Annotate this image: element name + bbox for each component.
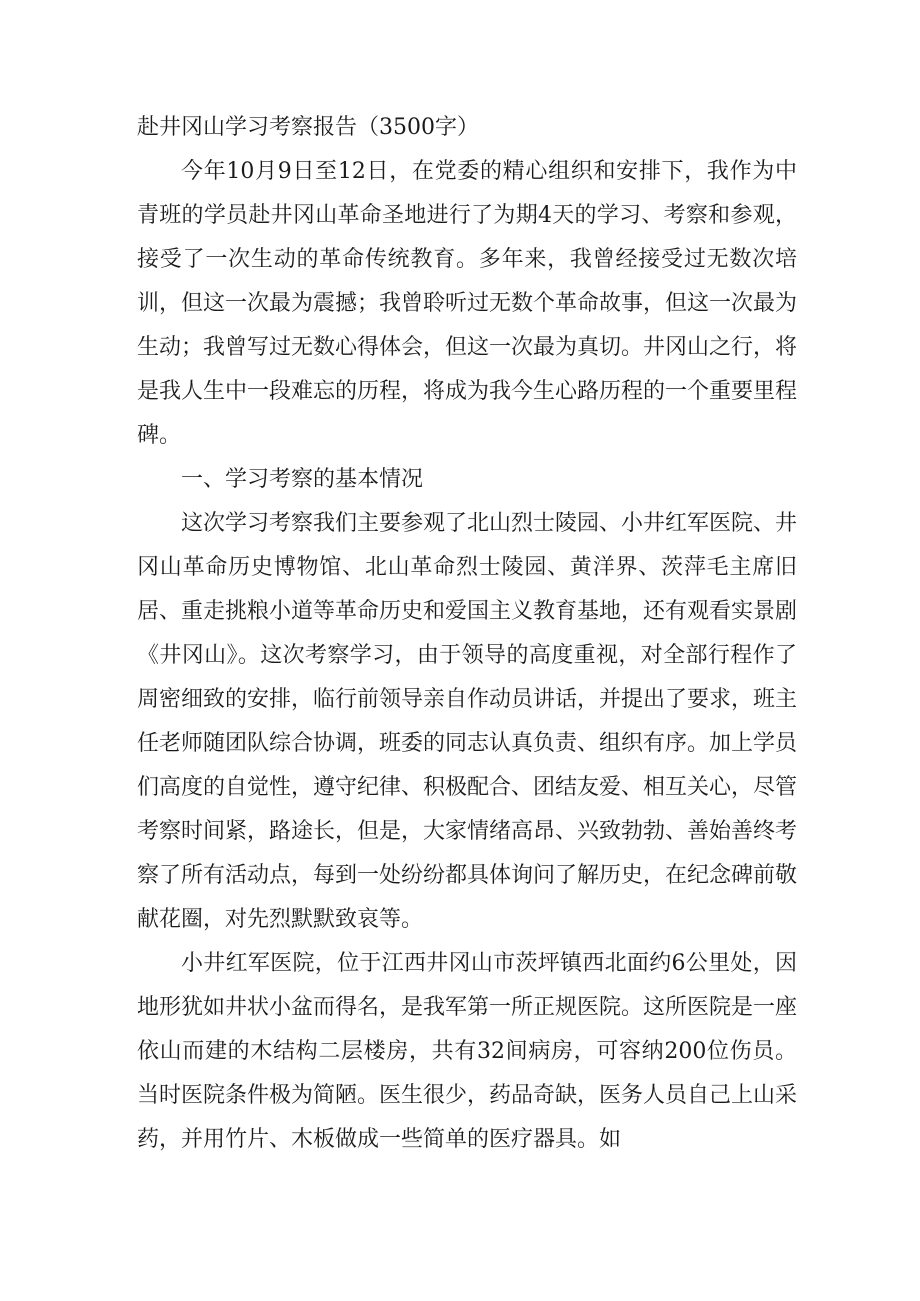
section-heading: 一、学习考察的基本情况	[181, 467, 424, 492]
document-body	[137, 106, 797, 1162]
paragraph-intro: 今年10月9日至12日，在党委的精心组织和安排下，我作为中青班的学员赴井冈山革命圣地进行了为期4天的学习、考察和参观，接受了一次生动的革命传统教育。多年来，我曾经接受过无数次培训，但这一次最为震撼；我曾聆听过无数个革命故事，但这一次最为生动；我曾写过无数心得体会，但这一次最为真切。井冈山之行，将是我人生中一段难忘的历程，将成为我今生心路历程的一个重要里程碑。	[137, 159, 798, 448]
paragraph-itinerary: 这次学习考察我们主要参观了北山烈士陵园、小井红军医院、井冈山革命历史博物馆、北山革命烈士陵园、黄洋界、茨萍毛主席旧居、重走挑粮小道等革命历史和爱国主义教育基地，还有观看实景剧《井冈山》。这次考察学习，由于领导的高度重视，对全部行程作了周密细致的安排，临行前领导亲自作动员讲话，并提出了要求，班主任老师随团队综合协调，班委的同志认真负责、组织有序。加上学员们高度的自觉性，遵守纪律、积极配合、团结友爱、相互关心，尽管考察时间紧，路途长，但是，大家情绪高昂、兴致勃勃、善始善终考察了所有活动点，每到一处纷纷都具体询问了解历史，在纪念碑前敬献花圈，对先烈默默致哀等。	[137, 511, 798, 932]
paragraph-hospital: 小井红军医院，位于江西井冈山市茨坪镇西北面约6公里处，因地形犹如井状小盆而得名，是我军第一所正规医院。这所医院是一座依山而建的木结构二层楼房，共有32间病房，可容纳200位伤员。当时医院条件极为简陋。医生很少，药品奇缺，医务人员自己上山采药，并用竹片、木板做成一些简单的医疗器具。如	[137, 951, 798, 1152]
document-title: 赴井冈山学习考察报告（3500字）	[137, 115, 479, 140]
